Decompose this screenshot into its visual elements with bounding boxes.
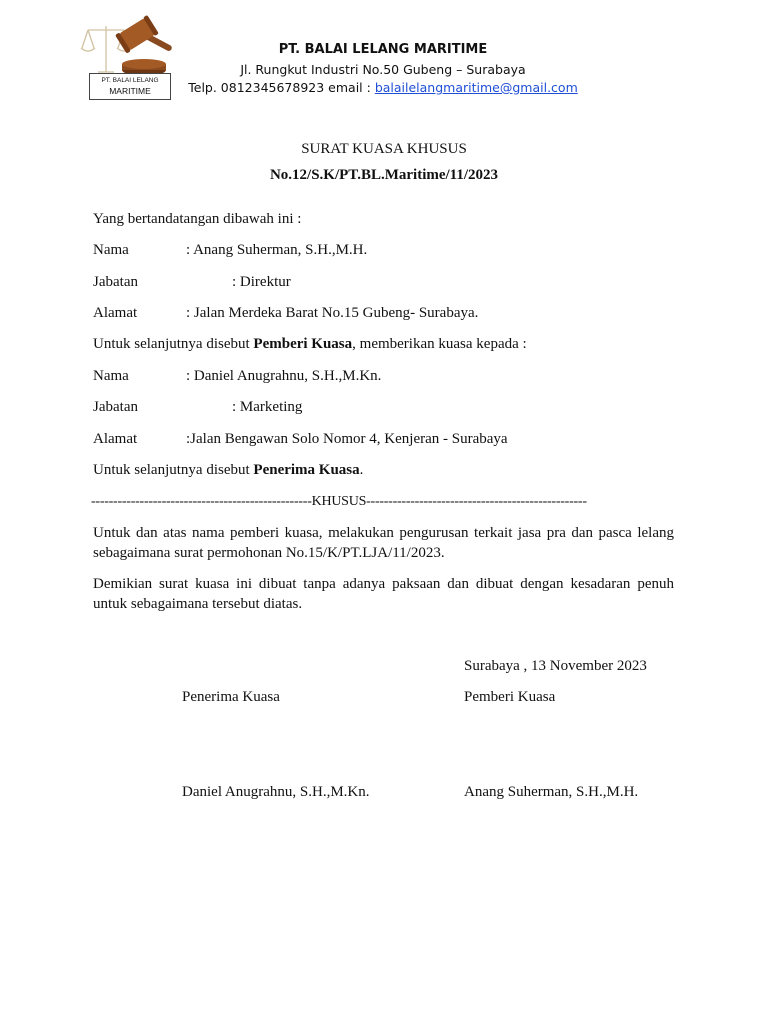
grantor-signature-name: Anang Suherman, S.H.,M.H. <box>464 784 639 800</box>
grantor-designation <box>93 334 527 354</box>
company-logo <box>78 14 184 104</box>
grantee-designation-suffix: . <box>359 462 364 478</box>
grantor-name-value: : Anang Suherman, S.H.,M.H. <box>186 242 368 258</box>
grantor-designation-suffix: , memberikan kuasa kepada : <box>352 336 527 352</box>
grantor-address-label: Alamat <box>93 305 138 321</box>
grantee-designation <box>93 460 363 480</box>
contact-phone: Telp. 0812345678923 email : <box>188 80 375 95</box>
grantee-designation-term: Penerima Kuasa <box>253 462 360 478</box>
logo-label <box>89 73 171 100</box>
company-contact <box>180 80 586 95</box>
grantor-designation-prefix: Untuk selanjutnya disebut <box>93 336 254 352</box>
grantee-address-value: :Jalan Bengawan Solo Nomor 4, Kenjeran - Surabaya <box>186 431 508 447</box>
grantee-name-value: : Daniel Anugrahnu, S.H.,M.Kn. <box>186 368 382 384</box>
grantor-name-label: Nama <box>93 242 129 258</box>
logo-line-2: MARITIME <box>109 86 151 96</box>
grantee-position-label: Jabatan <box>93 399 138 415</box>
company-address: Jl. Rungkut Industri No.50 Gubeng – Surabaya <box>240 62 526 77</box>
grantor-signature-role: Pemberi Kuasa <box>464 689 556 705</box>
grantor-position-value: : Direktur <box>232 274 291 290</box>
grantee-address-label: Alamat <box>93 431 138 447</box>
closing-paragraph: Demikian surat kuasa ini dibuat tanpa adanya paksaan dan dibuat dengan kesadaran penuh untuk sebagaimana tersebut diatas. <box>93 576 674 612</box>
grantor-address-value: : Jalan Merdeka Barat No.15 Gubeng- Surabaya. <box>186 305 479 321</box>
scope-paragraph: Untuk dan atas nama pemberi kuasa, melakukan pengurusan terkait jasa pra dan pasca lelang sebagaimana surat permohonan No.15/K/PT.LJA/11/2023. <box>93 525 674 561</box>
grantor-position-label: Jabatan <box>93 274 138 290</box>
logo-line-1: PT. BALAI LELANG <box>101 77 159 84</box>
grantee-name-label: Nama <box>93 368 129 384</box>
intro-text: Yang bertandatangan dibawah ini : <box>93 211 302 227</box>
grantee-position-value: : Marketing <box>232 399 303 415</box>
document-number: No.12/S.K/PT.BL.Maritime/11/2023 <box>269 167 499 183</box>
document-title: SURAT KUASA KHUSUS <box>301 141 467 157</box>
grantee-signature-role: Penerima Kuasa <box>182 689 280 705</box>
place-date: Surabaya , 13 November 2023 <box>464 658 647 674</box>
company-name: PT. BALAI LELANG MARITIME <box>278 42 488 57</box>
grantee-signature-name: Daniel Anugrahnu, S.H.,M.Kn. <box>182 784 370 800</box>
grantor-designation-term: Pemberi Kuasa <box>253 336 353 352</box>
grantee-designation-prefix: Untuk selanjutnya disebut <box>93 462 254 478</box>
email-link[interactable]: balailelangmaritime@gmail.com <box>374 80 578 95</box>
khusus-separator: --------------------------------------------------KHUSUS-------------------------------------------------- <box>91 494 587 509</box>
